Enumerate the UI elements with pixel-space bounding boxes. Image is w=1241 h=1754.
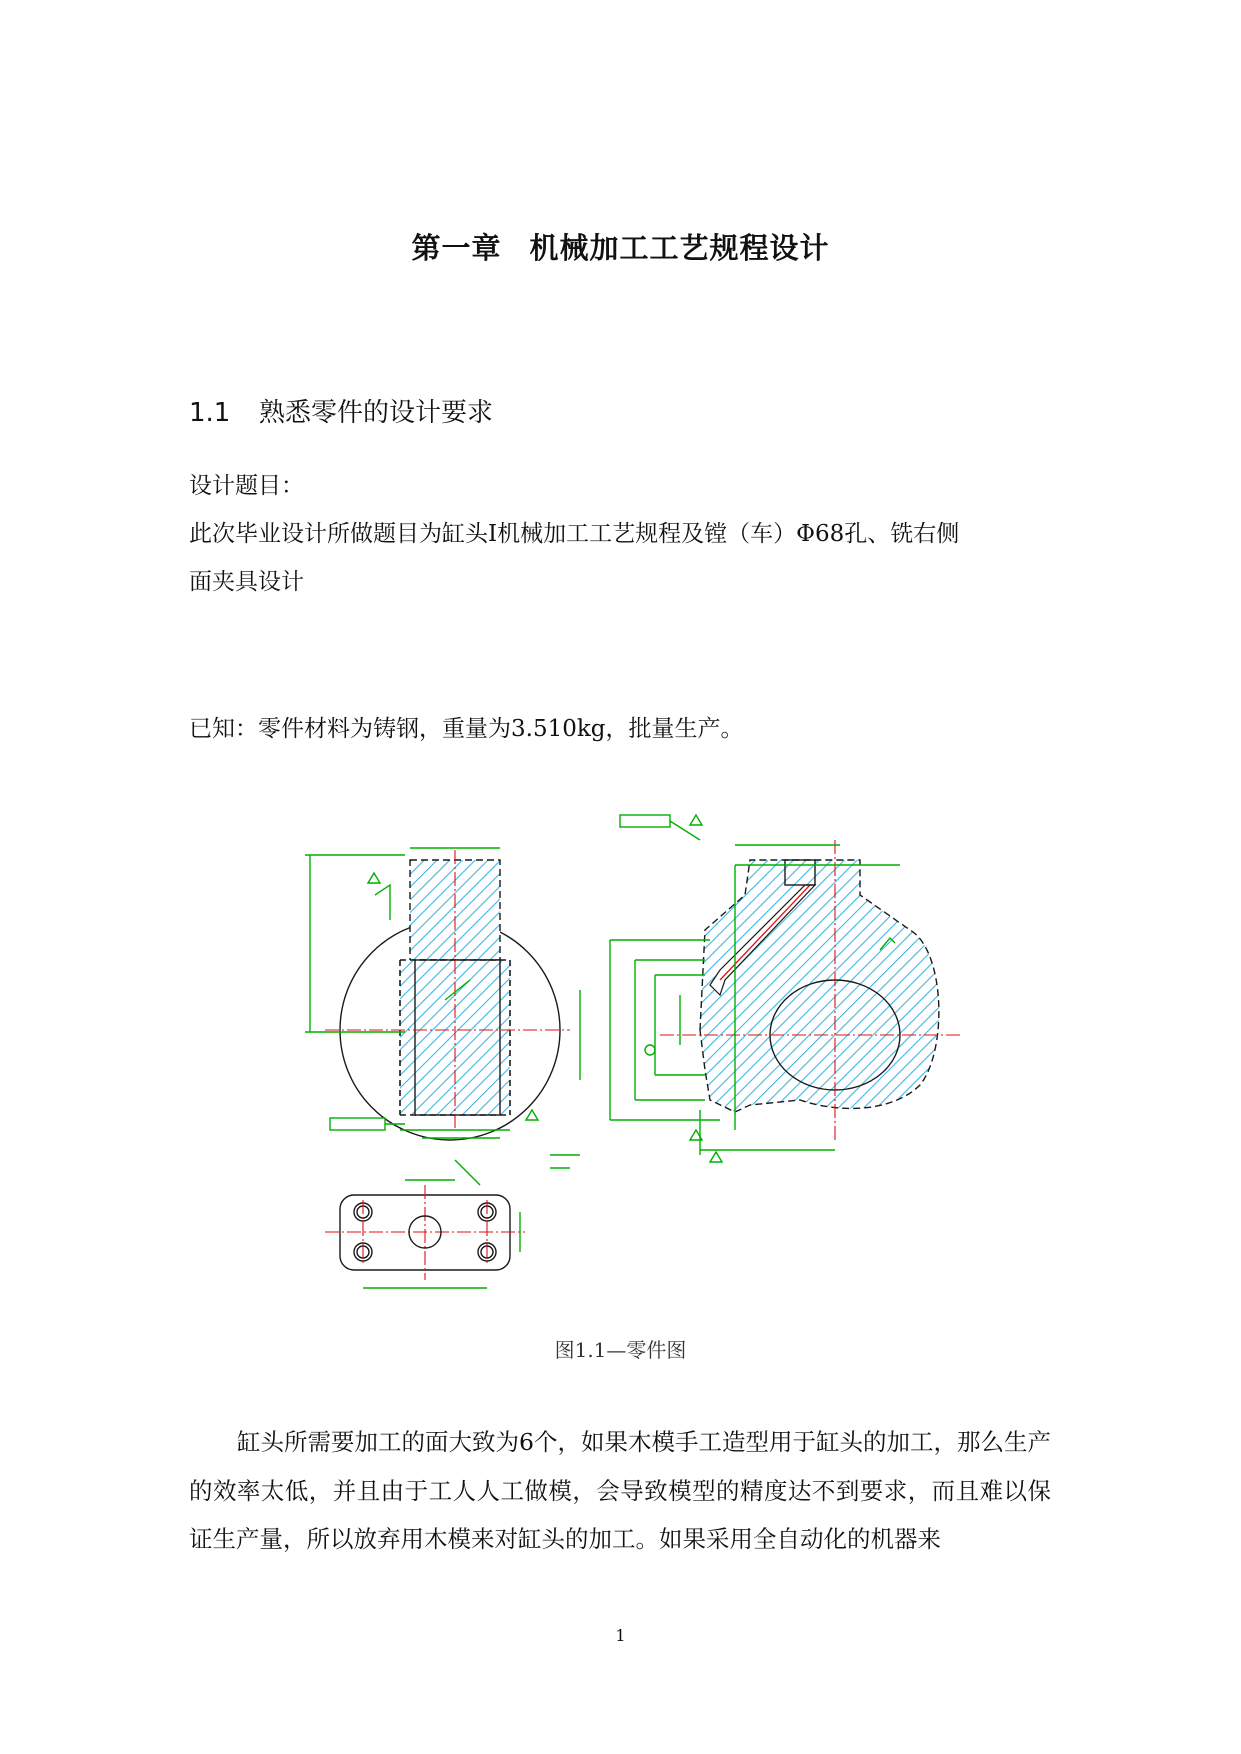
design-topic-line-1: 此次毕业设计所做题目为缸头Ⅰ机械加工工艺规程及镗（车）Φ68孔、铣右侧	[189, 521, 960, 547]
section-view	[550, 800, 960, 1168]
known-conditions: 已知：零件材料为铸钢，重量为3.510kg，批量生产。	[189, 716, 744, 742]
chapter-label: 第一章	[411, 231, 502, 265]
body-paragraph	[189, 1418, 1051, 1564]
section-title: 熟悉零件的设计要求	[259, 398, 494, 428]
chapter-title: 机械加工工艺规程设计	[529, 231, 830, 265]
figure-caption: 图1.1—零件图	[554, 1338, 687, 1362]
top-view	[325, 1160, 525, 1288]
design-topic-label: 设计题目：	[189, 473, 304, 499]
page-number: 1	[615, 1626, 626, 1645]
chapter-heading	[0, 226, 1241, 267]
section-number: 1.1	[189, 398, 231, 428]
section-heading	[189, 392, 493, 429]
body-text: 缸头所需要加工的面大致为6个，如果木模手工造型用于缸头的加工，那么生产的效率太低，并且由于工人人工做模，会导致模型的精度达不到要求，而且难以保证生产量，所以放弃用木模来对缸头的加工。如果采用全自动化的机器来	[189, 1428, 1051, 1553]
design-topic-line-2: 面夹具设计	[189, 569, 304, 595]
part-drawing-figure	[280, 800, 1060, 1310]
front-view	[305, 848, 570, 1140]
